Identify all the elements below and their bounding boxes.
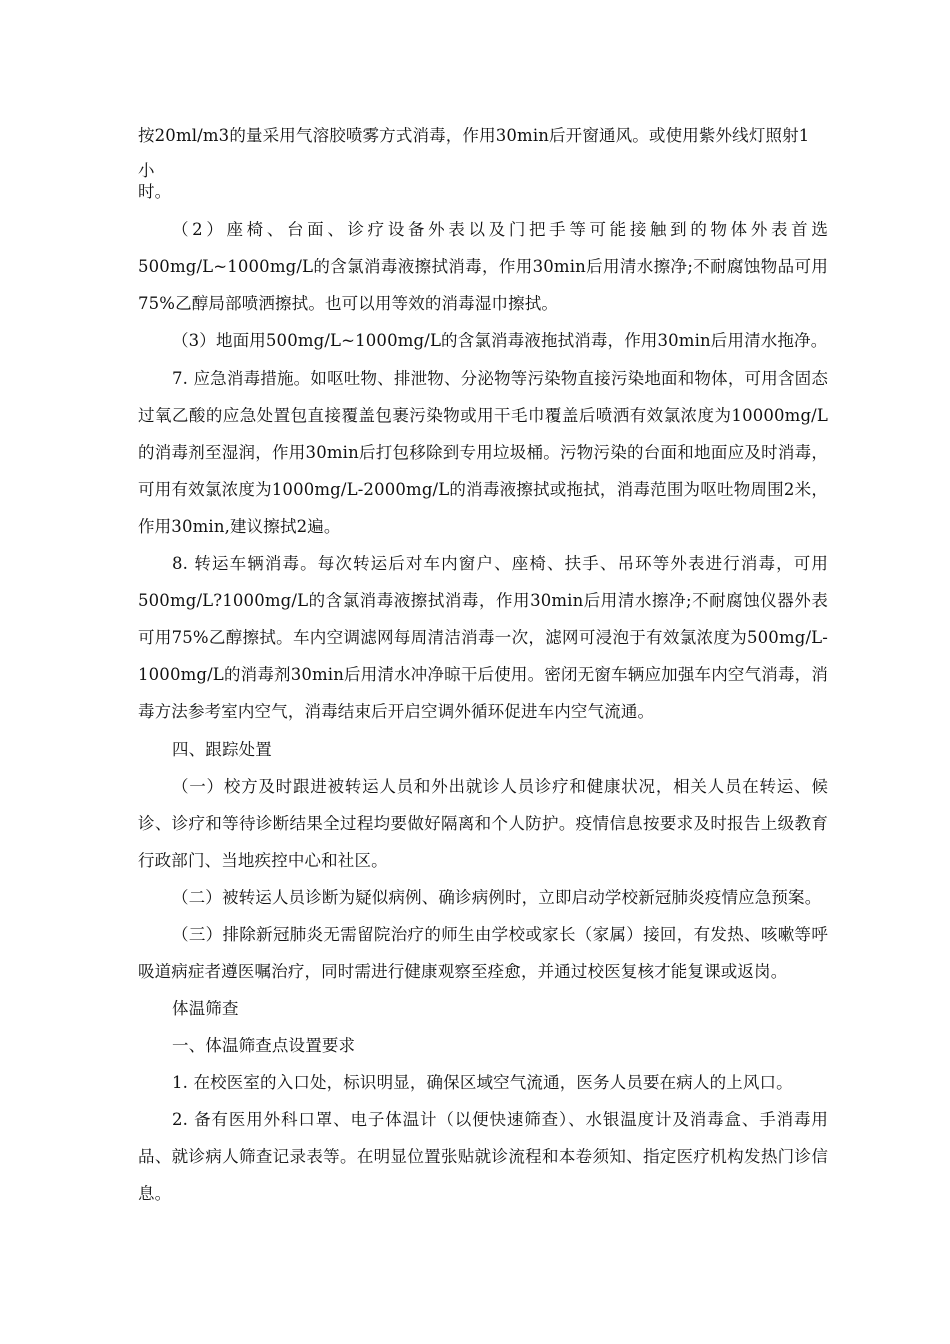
text-line: 时。 <box>138 182 172 201</box>
paragraph: 7. 应急消毒措施。如呕吐物、排泄物、分泌物等污染物直接污染地面和物体，可用含固态过氧乙酸的应急处置包直接覆盖包裹污染物或用干毛巾覆盖后喷洒有效氯浓度为10000mg/L的消毒剂至湿润，作用30min后打包移除到专用垃圾桶。污物污染的台面和地面应及时消毒，可用有效氯浓度为1000mg/L-2000mg/L的消毒液擦拭或拖拭，消毒范围为呕吐物周围2米，作用30min,建议擦拭2遍。 <box>138 369 828 536</box>
paragraph: （2）座椅、台面、诊疗设备外表以及门把手等可能接触到的物体外表首选500mg/L~1000mg/L的含氯消毒液擦拭消毒，作用30min后用清水擦净;不耐腐蚀物品可用75%乙醇局部喷洒擦拭。也可以用等效的消毒湿巾擦拭。 <box>138 220 828 313</box>
paragraph: 8. 转运车辆消毒。每次转运后对车内窗户、座椅、扶手、吊环等外表进行消毒，可用500mg/L?1000mg/L的含氯消毒液擦拭消毒，作用30min后用清水擦净;不耐腐蚀仪器外表可用75%乙醇擦拭。车内空调滤网每周清洁消毒一次，滤网可浸泡于有效氯浓度为500mg/L-1000mg/L的消毒剂30min后用清水冲净晾干后使用。密闭无窗车辆应加强车内空气消毒，消毒方法参考室内空气，消毒结束后开启空调外循环促进车内空气流通。 <box>138 554 828 721</box>
text-line: 小 <box>138 161 155 180</box>
paragraph: 1. 在校医室的入口处，标识明显，确保区域空气流通，医务人员要在病人的上风口。 <box>172 1073 793 1092</box>
text-line: 按20ml/m3的量采用气溶胶喷雾方式消毒，作用30min后开窗通风。或使用紫外线灯照射1 <box>138 126 810 145</box>
paragraph: （二）被转运人员诊断为疑似病例、确诊病例时，立即启动学校新冠肺炎疫情应急预案。 <box>172 888 822 907</box>
paragraph: 2. 备有医用外科口罩、电子体温计（以便快速筛查）、水银温度计及消毒盒、手消毒用品、就诊病人筛查记录表等。在明显位置张贴就诊流程和本卷须知、指定医疗机构发热门诊信息。 <box>138 1110 828 1203</box>
section-heading: 一、体温筛查点设置要求 <box>172 1036 356 1055</box>
paragraph: （三）排除新冠肺炎无需留院治疗的师生由学校或家长（家属）接回，有发热、咳嗽等呼吸道病症者遵医嘱治疗，同时需进行健康观察至痊愈，并通过校医复核才能复课或返岗。 <box>138 925 828 981</box>
paragraph: （3）地面用500mg/L~1000mg/L的含氯消毒液拖拭消毒，作用30min后用清水拖净。 <box>172 331 828 350</box>
section-heading: 体温筛查 <box>172 999 239 1018</box>
section-heading: 四、跟踪处置 <box>172 740 272 759</box>
paragraph: （一）校方及时跟进被转运人员和外出就诊人员诊疗和健康状况，相关人员在转运、候诊、诊疗和等待诊断结果全过程均要做好隔离和个人防护。疫情信息按要求及时报告上级教育行政部门、当地疾控中心和社区。 <box>138 777 828 870</box>
